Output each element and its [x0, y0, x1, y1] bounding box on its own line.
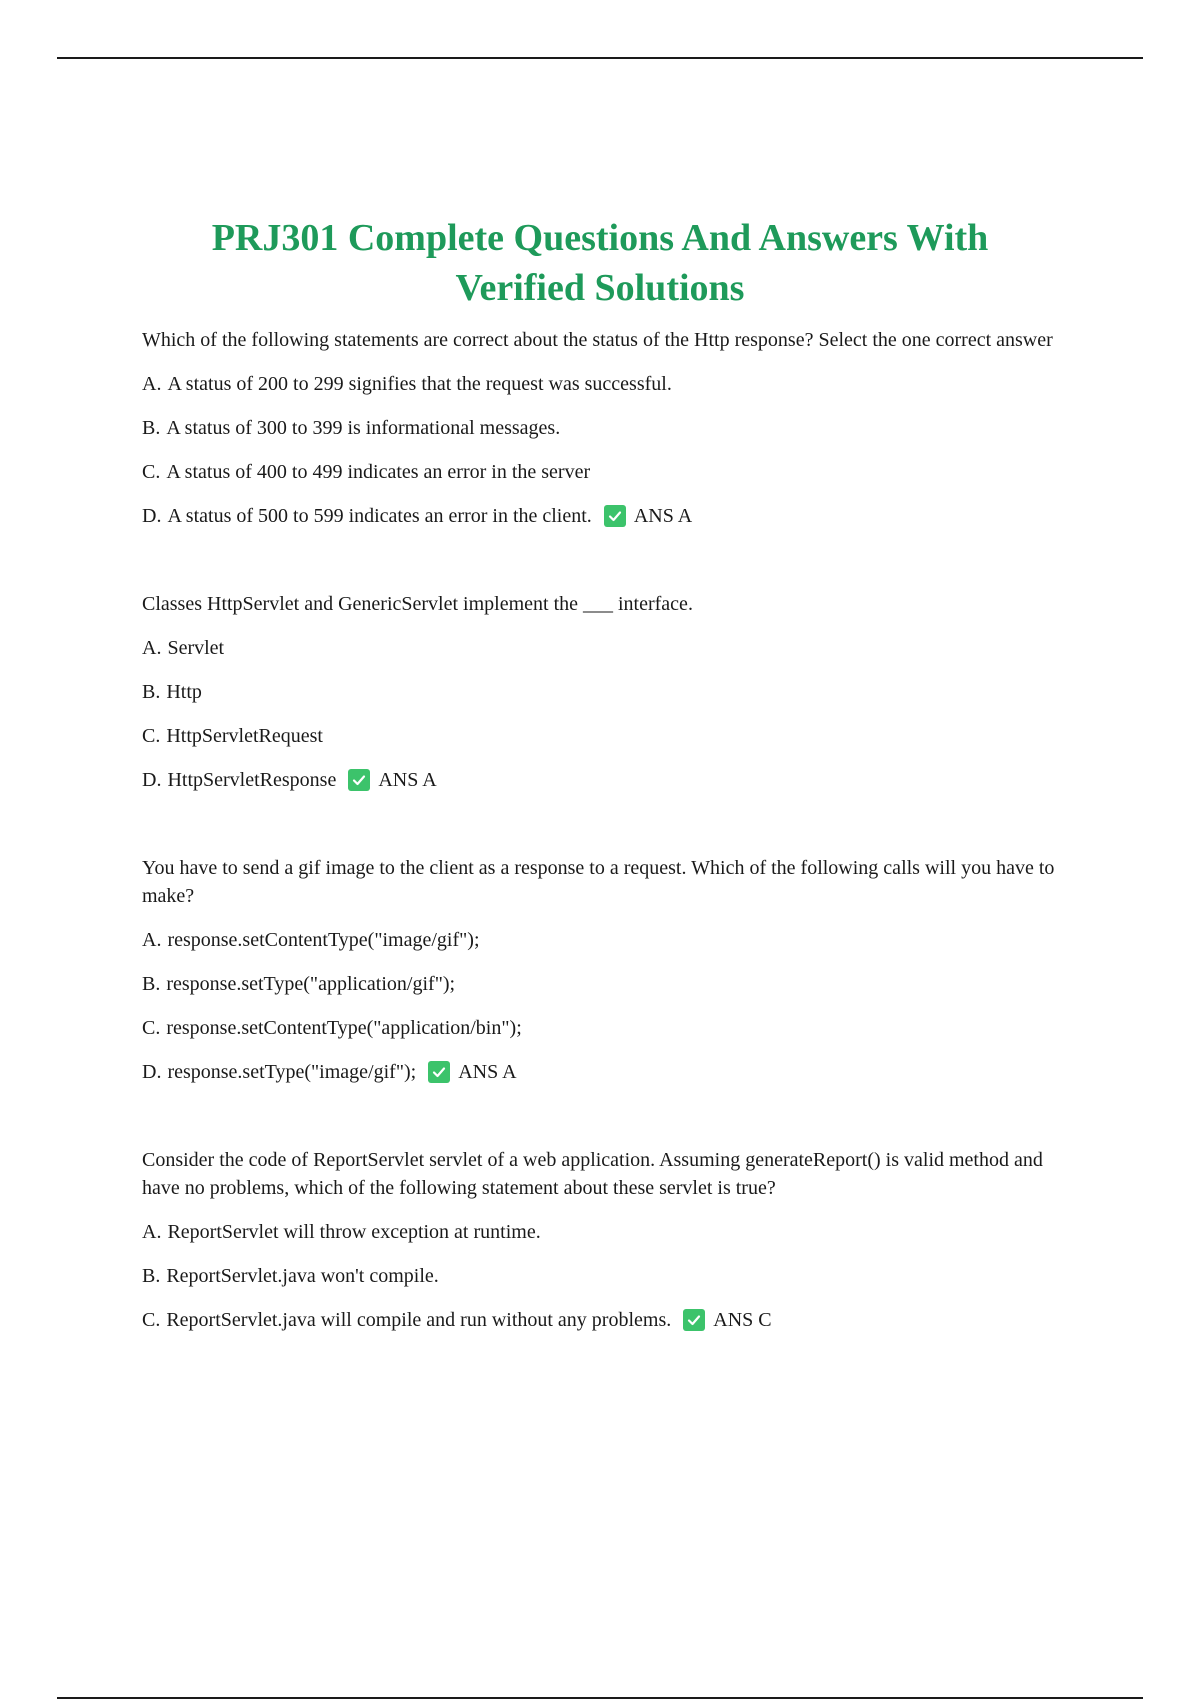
option-text: response.setContentType("image/gif");	[167, 929, 480, 951]
option-text: A status of 300 to 399 is informational messages.	[166, 417, 561, 439]
answer-label: ANS A	[458, 1061, 517, 1083]
option-letter: C.	[142, 1309, 161, 1331]
answer-label: ANS A	[378, 769, 437, 791]
option-text: A status of 400 to 499 indicates an error in the server	[166, 461, 591, 483]
option-letter: D.	[142, 1061, 162, 1083]
option-d	[142, 766, 1062, 794]
answer-label: ANS C	[713, 1309, 772, 1331]
check-icon	[428, 1061, 450, 1083]
option-b	[142, 678, 1062, 706]
option-text: A status of 500 to 599 indicates an error in the client.	[167, 505, 592, 527]
option-c	[142, 1014, 1062, 1042]
question-text: Consider the code of ReportServlet servlet of a web application. Assuming generateReport() is valid method and have no problems, which of the following statement about these servlet is true?	[142, 1149, 1043, 1199]
option-letter: D.	[142, 505, 162, 527]
question-2	[142, 590, 1062, 794]
question-text: Which of the following statements are correct about the status of the Http response? Select the one correct answer	[142, 329, 1053, 351]
option-c	[142, 722, 1062, 750]
option-a	[142, 1218, 1062, 1246]
title-line-2: Verified Solutions	[455, 267, 745, 309]
option-text: ReportServlet.java will compile and run without any problems.	[166, 1309, 672, 1331]
option-d	[142, 1058, 1062, 1086]
option-b	[142, 1262, 1062, 1290]
option-a	[142, 926, 1062, 954]
option-letter: C.	[142, 461, 161, 483]
option-letter: B.	[142, 681, 161, 703]
option-letter: B.	[142, 973, 161, 995]
question-text: You have to send a gif image to the client as a response to a request. Which of the following calls will you have to make?	[142, 857, 1055, 907]
option-text: Http	[166, 681, 202, 703]
option-c	[142, 1306, 1062, 1334]
option-text: A status of 200 to 299 signifies that the request was successful.	[167, 373, 672, 395]
option-text: HttpServletResponse	[167, 769, 337, 791]
option-letter: C.	[142, 725, 161, 747]
check-icon	[683, 1309, 705, 1331]
option-text: response.setType("application/gif");	[166, 973, 456, 995]
option-letter: A.	[142, 637, 162, 659]
option-text: response.setContentType("application/bin");	[166, 1017, 522, 1039]
option-letter: A.	[142, 373, 162, 395]
option-text: response.setType("image/gif");	[167, 1061, 417, 1083]
option-b	[142, 970, 1062, 998]
title-line-1: PRJ301 Complete Questions And Answers With	[211, 217, 989, 259]
option-letter: C.	[142, 1017, 161, 1039]
bottom-rule	[57, 1697, 1143, 1699]
option-letter: D.	[142, 769, 162, 791]
question-3	[142, 854, 1062, 1086]
option-d	[142, 502, 1062, 530]
option-text: HttpServletRequest	[166, 725, 323, 747]
option-b	[142, 414, 1062, 442]
option-a	[142, 634, 1062, 662]
option-text: ReportServlet will throw exception at runtime.	[167, 1221, 541, 1243]
check-icon	[348, 769, 370, 791]
option-letter: A.	[142, 929, 162, 951]
answer-label: ANS A	[633, 505, 693, 527]
option-a	[142, 370, 1062, 398]
option-c	[142, 458, 1062, 486]
option-text: Servlet	[167, 637, 225, 659]
question-text: Classes HttpServlet and GenericServlet implement the ___ interface.	[142, 593, 693, 615]
top-rule	[57, 57, 1143, 59]
option-letter: B.	[142, 1265, 161, 1287]
question-4	[142, 1146, 1062, 1334]
check-icon	[604, 505, 626, 527]
option-text: ReportServlet.java won't compile.	[166, 1265, 439, 1287]
option-letter: B.	[142, 417, 161, 439]
option-letter: A.	[142, 1221, 162, 1243]
question-1	[142, 326, 1062, 530]
document-title	[100, 213, 1100, 313]
questions-container	[142, 326, 1062, 1350]
